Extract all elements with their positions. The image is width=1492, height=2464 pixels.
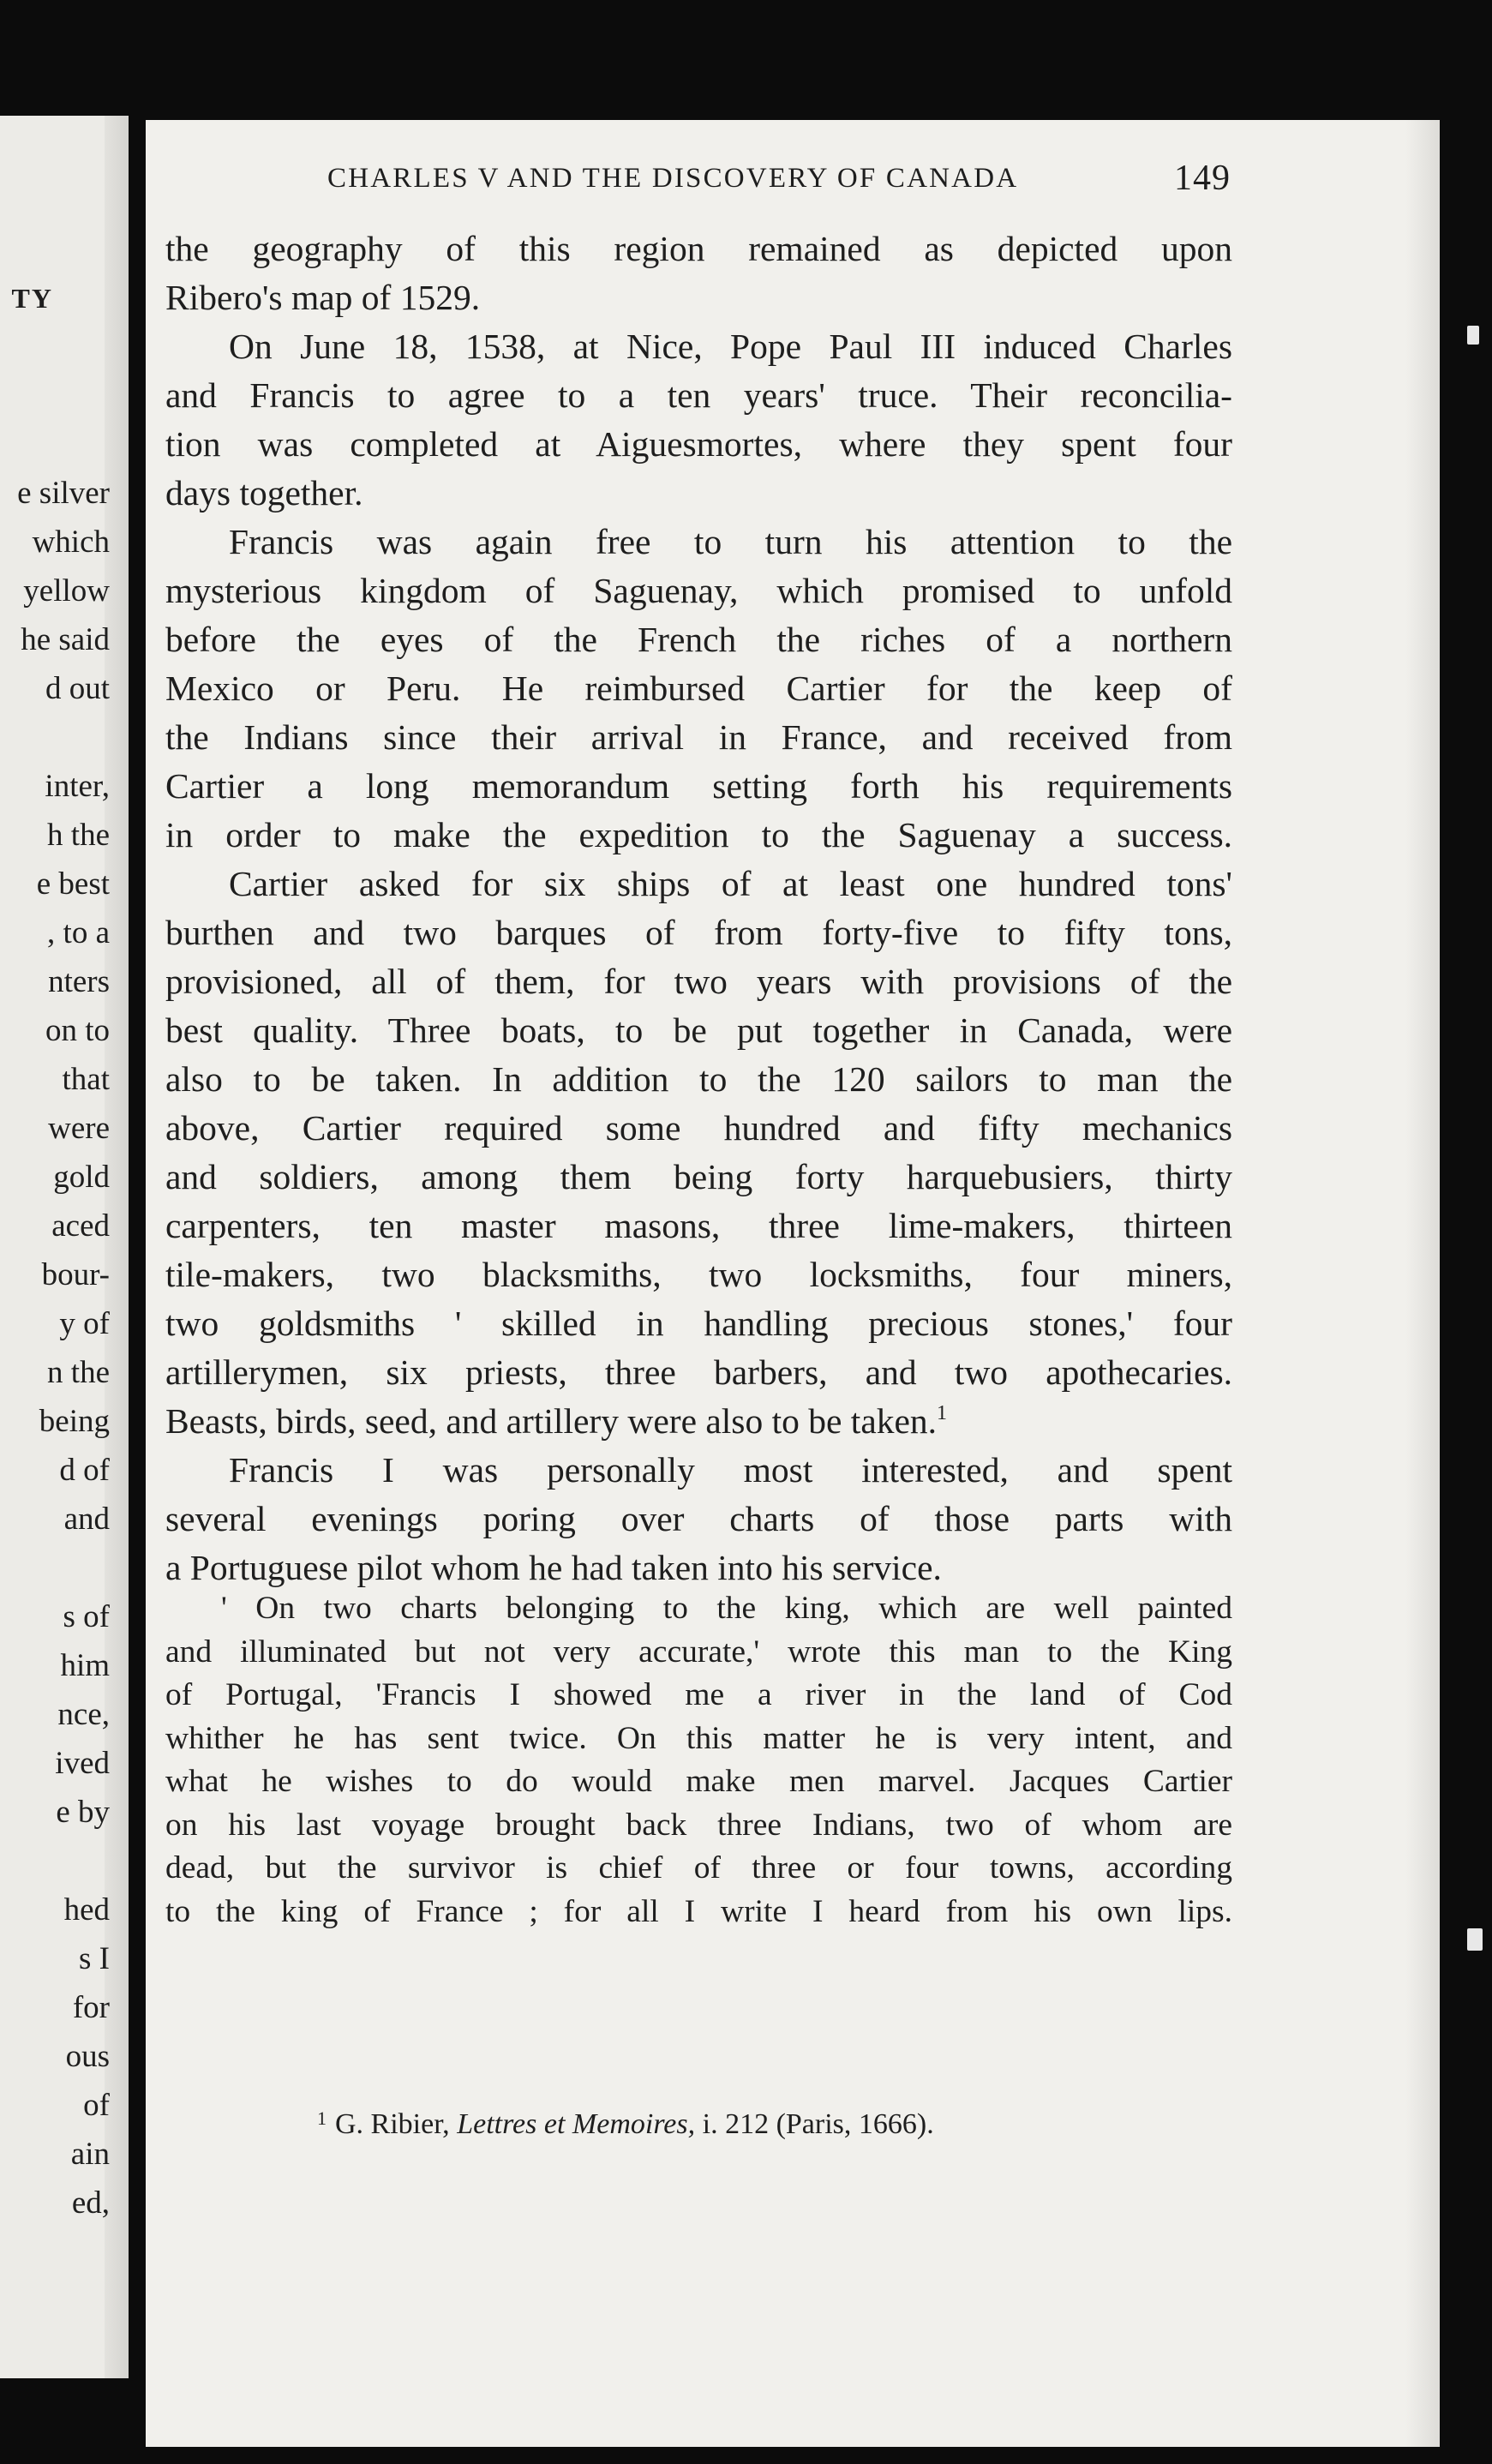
left-page-line: ived [55, 1746, 110, 1781]
body-text [165, 225, 1232, 1592]
body-line [165, 518, 1232, 567]
body-line-text: two goldsmiths ' skilled in handling precious stones,' four [165, 1304, 1232, 1343]
body-line-text: also to be taken. In addition to the 120 sailors to man the [165, 1059, 1232, 1099]
left-page-line: that [62, 1062, 110, 1097]
left-page-line: being [39, 1404, 110, 1439]
body-line [165, 957, 1232, 1006]
footnote [317, 2097, 1088, 2146]
left-page-line: d out [45, 671, 110, 706]
left-page-line [0, 713, 110, 762]
left-page-line: y of [59, 1306, 110, 1341]
body-line-text: tile-makers, two blacksmiths, two locksmiths, four miners, [165, 1255, 1232, 1294]
body-line [165, 1006, 1232, 1055]
body-line [165, 1446, 1232, 1495]
left-page-line: for [72, 1990, 110, 2025]
body-line-text: Francis was again free to turn his attention to the [229, 522, 1232, 561]
body-line-text: the geography of this region remained as depicted upon [165, 229, 1232, 268]
body-line-text: in order to make the expedition to the Saguenay a success. [165, 815, 1232, 854]
left-page-line [0, 1837, 110, 1885]
left-page-line: he said [21, 622, 110, 657]
body-line [165, 420, 1232, 469]
body-line [165, 1153, 1232, 1202]
left-page-line: gold [53, 1160, 110, 1195]
body-line-text: Cartier a long memorandum setting forth his requirements [165, 766, 1232, 806]
running-head-title: CHARLES V AND THE DISCOVERY OF CANADA [327, 163, 1019, 194]
left-page-line: nters [48, 964, 110, 999]
left-page [0, 116, 129, 2378]
body-line [165, 469, 1232, 518]
body-line-text: and Francis to agree to a ten years' truce. Their reconcilia- [165, 375, 1232, 415]
body-line-text: carpenters, ten master masons, three lime-makers, thirteen [165, 1206, 1232, 1245]
left-running-head-fragment: TY [11, 283, 53, 314]
page-number: 149 [1174, 159, 1231, 198]
quote-line: to the king of France ; for all I write I heard from his own lips. [165, 1893, 1232, 1929]
left-page-text [0, 469, 110, 2227]
body-line [165, 713, 1232, 762]
left-page-line: of [83, 2088, 110, 2123]
left-page-line: e best [36, 866, 110, 902]
left-page-line: h the [47, 818, 110, 853]
body-line-text: Mexico or Peru. He reimbursed Cartier for the keep of [165, 668, 1232, 708]
body-line-text: a Portuguese pilot whom he had taken into his service. [165, 1548, 942, 1587]
body-line [165, 615, 1232, 664]
body-line-text: Cartier asked for six ships of at least one hundred tons' [229, 864, 1232, 903]
left-page-line: nce, [57, 1697, 110, 1732]
body-line [165, 860, 1232, 908]
left-page-line: hed [63, 1892, 110, 1927]
body-line [165, 664, 1232, 713]
body-line [165, 1202, 1232, 1250]
body-line [165, 1299, 1232, 1348]
body-line [165, 1250, 1232, 1299]
left-page-line: aced [51, 1208, 110, 1244]
footnote-author: G. Ribier, [335, 2108, 450, 2140]
body-line [165, 1104, 1232, 1153]
footnote-details: i. 212 (Paris, 1666). [702, 2108, 934, 2140]
right-page-edge-shadow [1405, 120, 1440, 2447]
quote-line: on his last voyage brought back three Indians, two of whom are [165, 1807, 1232, 1843]
left-page-line: ain [70, 2137, 110, 2172]
body-line-text: On June 18, 1538, at Nice, Pope Paul III induced Charles [229, 327, 1232, 366]
body-line-text: the Indians since their arrival in France, and received from [165, 717, 1232, 757]
left-page-line: him [60, 1648, 110, 1683]
body-line [165, 762, 1232, 811]
left-page-line: inter, [45, 769, 110, 804]
body-line [165, 567, 1232, 615]
body-line [165, 1544, 1232, 1592]
body-line-text: days together. [165, 473, 363, 513]
quote-line: ' On two charts belonging to the king, which are well painted [221, 1591, 1232, 1626]
left-page-line: on to [45, 1013, 110, 1048]
left-page-line: , to a [47, 915, 110, 950]
body-line-text: above, Cartier required some hundred and fifty mechanics [165, 1108, 1232, 1148]
scan-artifact-right [1467, 1928, 1483, 1951]
block-quote [165, 1587, 1232, 1933]
body-line-text: mysterious kingdom of Saguenay, which promised to unfold [165, 571, 1232, 610]
body-line [165, 225, 1232, 273]
footnote-mark: 1 [317, 2107, 327, 2129]
body-line [165, 371, 1232, 420]
left-page-line: e silver [17, 476, 110, 511]
quote-line: and illuminated but not very accurate,' wrote this man to the King [165, 1634, 1232, 1670]
body-line-text: several evenings poring over charts of those parts with [165, 1499, 1232, 1538]
body-line-text: and soldiers, among them being forty harquebusiers, thirty [165, 1157, 1232, 1196]
left-page-line: which [32, 525, 110, 560]
left-page-line: ed, [71, 2185, 110, 2221]
left-page-line: yellow [23, 573, 110, 609]
quote-line: what he wishes to do would make men marvel. Jacques Cartier [165, 1764, 1232, 1799]
body-line-text: best quality. Three boats, to be put together in Canada, were [165, 1010, 1232, 1050]
scan-artifact-top-right [1467, 326, 1479, 345]
quote-line: dead, but the survivor is chief of three or four towns, according [165, 1850, 1232, 1885]
body-line [165, 322, 1232, 371]
body-line-text: Ribero's map of 1529. [165, 278, 481, 317]
left-page-line: bour- [41, 1257, 110, 1292]
left-page-line: were [48, 1111, 110, 1146]
body-line-text: Francis I was personally most interested, and spent [229, 1450, 1232, 1490]
body-line-text: artillerymen, six priests, three barbers, and two apothecaries. [165, 1352, 1232, 1392]
left-page-line: n the [47, 1355, 110, 1390]
body-line-text: tion was completed at Aiguesmortes, where they spent four [165, 424, 1232, 464]
body-line-text: Beasts, birds, seed, and artillery were also to be taken. [165, 1401, 938, 1441]
body-line-text: before the eyes of the French the riches of a northern [165, 620, 1232, 659]
left-page-line: e by [56, 1795, 110, 1830]
left-page-line: ous [65, 2039, 110, 2074]
body-line [165, 1397, 1232, 1446]
quote-line: of Portugal, 'Francis I showed me a river in the land of Cod [165, 1677, 1232, 1712]
left-page-line: d of [59, 1453, 110, 1488]
left-page-line [0, 1544, 110, 1592]
quote-line: whither he has sent twice. On this matter he is very intent, and [165, 1720, 1232, 1756]
body-line [165, 1055, 1232, 1104]
footnote-title: Lettres et Memoires, [457, 2108, 696, 2140]
body-line [165, 273, 1232, 322]
body-line [165, 1495, 1232, 1544]
body-line [165, 811, 1232, 860]
body-line-text: provisioned, all of them, for two years with provisions of the [165, 962, 1232, 1001]
left-page-line: s of [63, 1599, 110, 1634]
running-head [175, 153, 1231, 204]
body-line [165, 908, 1232, 957]
left-page-line: s I [79, 1941, 110, 1976]
footnote-reference[interactable]: 1 [937, 1402, 948, 1424]
left-page-line: and [63, 1502, 110, 1537]
body-line-text: burthen and two barques of from forty-five to fifty tons, [165, 913, 1232, 952]
body-line [165, 1348, 1232, 1397]
